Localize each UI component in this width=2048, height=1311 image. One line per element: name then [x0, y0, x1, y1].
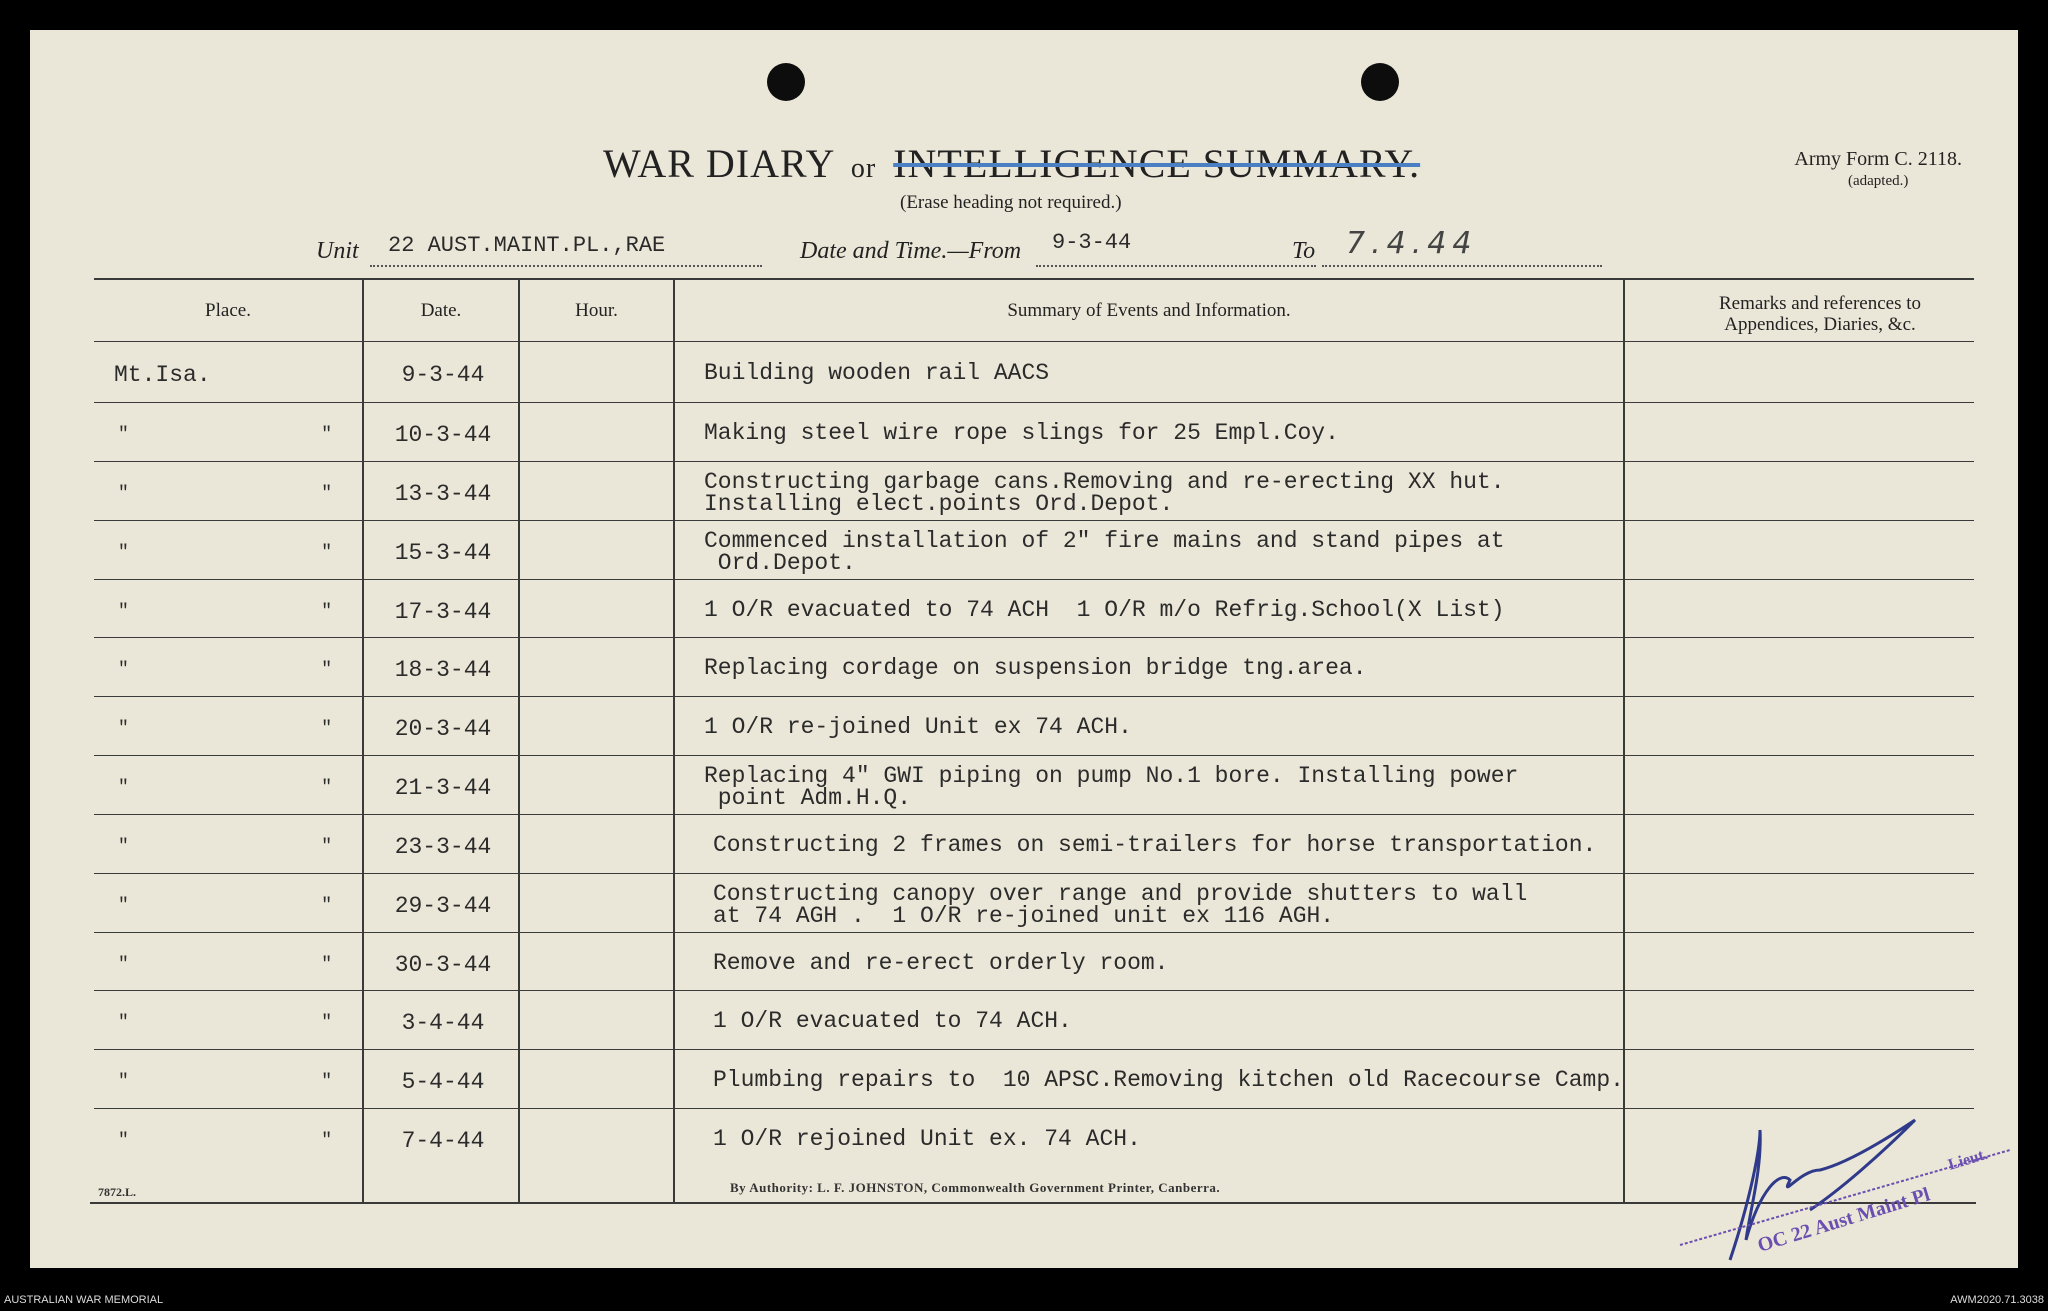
col-header-hour: Hour.: [575, 300, 618, 321]
title-or: or: [850, 153, 877, 184]
row-place: " ": [118, 719, 373, 739]
title-struck-heading: INTELLIGENCE SUMMARY.: [893, 141, 1421, 186]
row-date: 17-3-44: [394, 599, 492, 625]
row-date: 9-3-44: [401, 362, 485, 388]
row-place: " ": [118, 602, 373, 622]
row-summary: Replacing cordage on suspension bridge tng.area.: [704, 655, 1367, 681]
row-date: 18-3-44: [394, 657, 492, 683]
row-rule: [94, 402, 1974, 403]
row-date: 21-3-44: [394, 775, 492, 801]
row-rule: [94, 1049, 1974, 1050]
col-divider-summary: [1623, 280, 1625, 1202]
to-label: To: [1292, 238, 1316, 264]
row-date: 30-3-44: [394, 952, 492, 978]
to-value-handwritten: 7.4.44: [1346, 226, 1478, 261]
row-place: Mt.Isa.: [114, 362, 211, 388]
from-dotline: [1036, 265, 1316, 267]
row-place: " ": [118, 837, 373, 857]
row-rule: [94, 461, 1974, 462]
row-place: " ": [118, 660, 373, 680]
col-header-date: Date.: [420, 300, 462, 321]
archive-right: AWM2020.71.3038: [1950, 1294, 2044, 1306]
row-place: " ": [118, 1131, 373, 1151]
row-rule: [94, 579, 1974, 580]
row-date: 15-3-44: [394, 540, 492, 566]
row-date: 29-3-44: [394, 893, 492, 919]
table-top-rule: [94, 278, 1974, 280]
header-rule: [94, 341, 1974, 342]
row-rule: [94, 814, 1974, 815]
row-summary: Making steel wire rope slings for 25 Empl.Coy.: [704, 420, 1339, 446]
row-place: " ": [118, 778, 373, 798]
row-rule: [94, 990, 1974, 991]
row-rule: [94, 1108, 1974, 1109]
row-rule: [94, 755, 1974, 756]
unit-value: 22 AUST.MAINT.PL.,RAE: [388, 233, 666, 258]
army-form-label: [1794, 148, 1962, 192]
row-summary: 1 O/R rejoined Unit ex. 74 ACH.: [713, 1126, 1141, 1152]
row-summary: Constructing 2 frames on semi-trailers for horse transportation.: [713, 832, 1597, 858]
row-date: 20-3-44: [394, 716, 492, 742]
title-war-diary: WAR DIARY: [603, 141, 834, 186]
row-date: 10-3-44: [394, 422, 492, 448]
unit-dotline: [370, 265, 762, 267]
diary-page: [30, 30, 2018, 1268]
row-place: " ": [118, 484, 373, 504]
row-summary: 1 O/R evacuated to 74 ACH.: [713, 1008, 1072, 1034]
row-summary: Constructing canopy over range and provide shutters to wall at 74 AGH . 1 O/R re-joined unit ex 116 AGH.: [713, 881, 1528, 929]
punch-hole-right: [1361, 63, 1399, 101]
row-summary: Plumbing repairs to 10 APSC.Removing kitchen old Racecourse Camp.: [713, 1067, 1624, 1093]
erase-note: (Erase heading not required.): [900, 192, 1122, 213]
row-summary: Commenced installation of 2" fire mains and stand pipes at Ord.Depot.: [704, 528, 1505, 576]
authority-line: By Authority: L. F. JOHNSTON, Commonwealth Government Printer, Canberra.: [730, 1180, 1221, 1195]
row-summary: 1 O/R evacuated to 74 ACH 1 O/R m/o Refrig.School(X List): [704, 597, 1505, 623]
row-date: 7-4-44: [401, 1128, 485, 1154]
date-label: Date and Time.—From: [800, 238, 1022, 264]
to-dotline: [1322, 265, 1602, 267]
row-place: " ": [118, 425, 373, 445]
row-summary: Replacing 4" GWI piping on pump No.1 bore. Installing power point Adm.H.Q.: [704, 763, 1519, 811]
officer-stamp-signature: [1650, 1110, 2030, 1270]
row-place: " ": [118, 543, 373, 563]
col-divider-date: [518, 280, 520, 1202]
archive-bar: [0, 1291, 2048, 1311]
row-summary: Building wooden rail AACS: [704, 360, 1050, 386]
row-place: " ": [118, 955, 373, 975]
form-number: 7872.L.: [98, 1185, 137, 1199]
row-rule: [94, 520, 1974, 521]
page-title: [603, 140, 1420, 187]
unit-label: Unit: [316, 238, 359, 264]
stamp-text: OC 22 Aust Maint Pl: [1755, 1183, 1933, 1257]
row-rule: [94, 932, 1974, 933]
row-rule: [94, 696, 1974, 697]
row-date: 13-3-44: [394, 481, 492, 507]
col-header-summary: Summary of Events and Information.: [1007, 300, 1291, 321]
archive-left: AUSTRALIAN WAR MEMORIAL: [4, 1294, 164, 1306]
col-header-remarks: Remarks and references to Appendices, Diaries, &c.: [1718, 293, 1922, 335]
row-date: 5-4-44: [401, 1069, 485, 1095]
row-place: " ": [118, 1072, 373, 1092]
row-date: 23-3-44: [394, 834, 492, 860]
row-summary: Remove and re-erect orderly room.: [713, 950, 1169, 976]
army-form-number: Army Form C. 2118.: [1794, 148, 1962, 170]
army-form-sub: (adapted.): [1848, 173, 1909, 189]
row-summary: 1 O/R re-joined Unit ex 74 ACH.: [704, 714, 1132, 740]
row-summary: Constructing garbage cans.Removing and re-erecting XX hut. Installing elect.points Ord.Depot.: [704, 469, 1505, 517]
row-place: " ": [118, 896, 373, 916]
from-value: 9-3-44: [1052, 230, 1132, 255]
row-date: 3-4-44: [401, 1010, 485, 1036]
row-rule: [94, 873, 1974, 874]
punch-hole-left: [767, 63, 805, 101]
col-divider-hour: [673, 280, 675, 1202]
stamp-rank: Lieut.: [1946, 1145, 1990, 1174]
row-place: " ": [118, 1013, 373, 1033]
row-rule: [94, 637, 1974, 638]
col-header-place: Place.: [205, 300, 251, 321]
